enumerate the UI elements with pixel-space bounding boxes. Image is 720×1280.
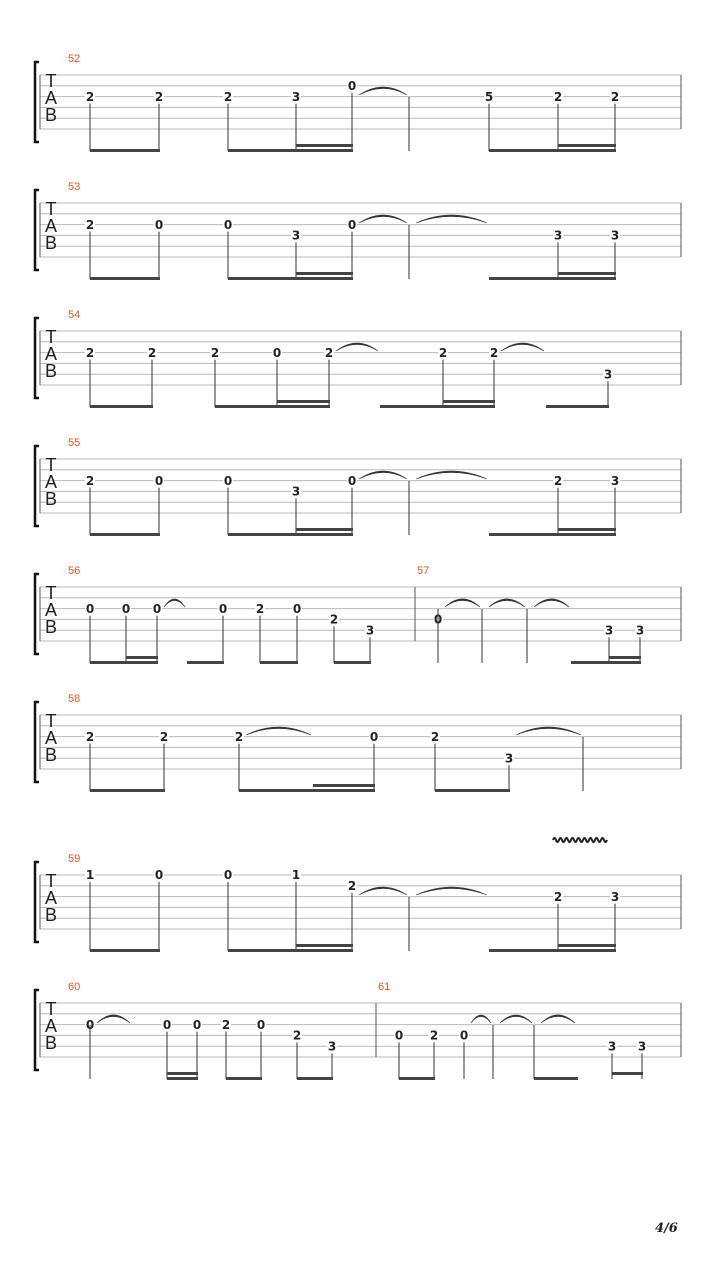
fret-number: 2 (85, 473, 95, 488)
beam (90, 277, 160, 280)
fret-number: 1 (85, 868, 95, 883)
tab-clef-letter: A (44, 600, 58, 620)
beam (90, 533, 160, 536)
tie-arc (416, 471, 487, 479)
tab-clef-letter: T (45, 327, 57, 347)
tie-arc (359, 87, 407, 95)
fret-number: 2 (221, 1017, 231, 1032)
beam-secondary (612, 1072, 643, 1075)
fret-number: 2 (347, 879, 357, 893)
beam (228, 149, 353, 152)
fret-number: 1 (291, 868, 301, 883)
tie-arc (164, 599, 185, 607)
beam-secondary (277, 400, 330, 403)
system-bracket (35, 446, 39, 526)
fret-number: 5 (484, 89, 494, 104)
fret-number: 3 (327, 1039, 337, 1054)
tab-clef-letter: A (44, 888, 58, 908)
tie-arc (246, 727, 311, 735)
fret-number: 3 (291, 89, 301, 104)
fret-number: 0 (152, 601, 162, 616)
beam-secondary (558, 944, 616, 947)
beam-secondary (313, 784, 375, 787)
beam (239, 789, 375, 792)
beam (226, 1077, 262, 1080)
beam-secondary (558, 144, 616, 147)
fret-number: 2 (223, 89, 233, 104)
tab-clef-letter: T (45, 999, 57, 1019)
fret-number: 3 (291, 484, 301, 499)
measure-number: 57 (417, 565, 430, 577)
beam (228, 533, 353, 536)
vibrato-icon (553, 838, 607, 842)
fret-number: 0 (223, 868, 233, 883)
fret-number: 2 (154, 89, 164, 104)
measure-number: 61 (378, 981, 391, 993)
fret-number: 2 (429, 1028, 439, 1043)
beam (228, 949, 353, 952)
tab-clef-letter: A (44, 88, 58, 108)
tie-arc (445, 599, 480, 607)
beam-secondary (167, 1072, 198, 1075)
measure-number: 56 (68, 565, 81, 577)
fret-number: 3 (291, 228, 301, 243)
measure-number: 52 (68, 53, 81, 65)
beam (297, 1077, 333, 1080)
tab-clef-letter: B (44, 745, 58, 765)
fret-number: 3 (635, 623, 645, 638)
tie-arc (416, 887, 487, 895)
beam-secondary (296, 944, 353, 947)
beam (334, 661, 371, 664)
fret-number: 0 (192, 1017, 202, 1032)
fret-number: 2 (85, 217, 95, 232)
beam-secondary (558, 272, 616, 275)
fret-number: 0 (85, 601, 95, 616)
fret-number: 2 (234, 729, 244, 744)
beam-secondary (296, 144, 353, 147)
beam (228, 277, 353, 280)
fret-number: 0 (369, 729, 379, 744)
fret-number: 0 (256, 1017, 266, 1032)
beam (435, 789, 510, 792)
beam (90, 405, 153, 408)
beam (489, 277, 616, 280)
fret-number: 0 (218, 601, 228, 616)
fret-number: 2 (159, 729, 169, 744)
tie-arc (359, 215, 407, 223)
fret-number: 2 (553, 473, 563, 488)
tab-clef-letter: T (45, 455, 57, 475)
system-bracket (35, 62, 39, 142)
fret-number: 2 (329, 612, 339, 627)
fret-number: 2 (489, 345, 499, 360)
fret-number: 0 (347, 79, 357, 93)
fret-number: 0 (154, 217, 164, 232)
fret-number: 2 (553, 89, 563, 104)
page-number: 4/6 (655, 1221, 678, 1236)
fret-number: 3 (604, 623, 614, 638)
tab-clef-letter: A (44, 728, 58, 748)
tie-arc (489, 599, 525, 607)
fret-number: 0 (85, 1017, 95, 1032)
fret-number: 2 (430, 729, 440, 744)
measure-number: 53 (68, 181, 81, 193)
fret-number: 0 (347, 217, 357, 232)
tie-arc (541, 1015, 575, 1023)
fret-number: 3 (607, 1039, 617, 1054)
fret-number: 2 (85, 729, 95, 744)
tab-clef-letter: T (45, 71, 57, 91)
tab-clef-letter: T (45, 711, 57, 731)
tab-clef-letter: B (44, 905, 58, 925)
system-bracket (35, 702, 39, 782)
fret-number: 2 (147, 345, 157, 360)
fret-number: 2 (438, 345, 448, 360)
system-bracket (35, 190, 39, 270)
beam (90, 149, 160, 152)
fret-number: 2 (324, 345, 334, 360)
tab-clef-letter: A (44, 344, 58, 364)
measure-number: 55 (68, 437, 81, 449)
tie-arc (97, 1015, 130, 1023)
beam (489, 533, 616, 536)
system-bracket (35, 990, 39, 1070)
tie-arc (471, 1015, 491, 1023)
tab-clef-letter: A (44, 1016, 58, 1036)
fret-number: 2 (292, 1028, 302, 1043)
tab-clef-letter: B (44, 489, 58, 509)
tie-arc (416, 215, 487, 223)
beam (90, 789, 165, 792)
fret-number: 3 (637, 1039, 647, 1054)
beam (260, 661, 298, 664)
beam (187, 661, 224, 664)
beam-secondary (296, 528, 353, 531)
fret-number: 2 (255, 601, 265, 616)
tab-clef-letter: B (44, 361, 58, 381)
beam (489, 949, 616, 952)
beam (399, 1077, 435, 1080)
fret-number: 0 (154, 473, 164, 488)
system-bracket (35, 574, 39, 654)
fret-number: 2 (85, 345, 95, 360)
tie-arc (534, 599, 569, 607)
fret-number: 3 (610, 228, 620, 243)
beam (167, 1077, 198, 1080)
measure-number: 59 (68, 853, 81, 865)
tie-arc (500, 1015, 532, 1023)
tie-arc (359, 471, 407, 479)
beam (489, 149, 616, 152)
fret-number: 0 (272, 345, 282, 360)
tab-clef-letter: A (44, 216, 58, 236)
fret-number: 3 (365, 623, 375, 638)
tab-clef-letter: T (45, 199, 57, 219)
system-bracket (35, 862, 39, 942)
beam (380, 405, 495, 408)
beam (215, 405, 330, 408)
fret-number: 0 (394, 1028, 404, 1043)
fret-number: 0 (459, 1028, 469, 1043)
beam (546, 405, 609, 408)
fret-number: 0 (292, 601, 302, 616)
beam-secondary (558, 528, 616, 531)
beam (571, 661, 641, 664)
beam (90, 949, 160, 952)
fret-number: 2 (85, 89, 95, 104)
tab-clef-letter: B (44, 1033, 58, 1053)
fret-number: 2 (553, 889, 563, 904)
tab-clef-letter: B (44, 617, 58, 637)
fret-number: 0 (154, 868, 164, 883)
tab-clef-letter: T (45, 871, 57, 891)
measure-number: 60 (68, 981, 81, 993)
tie-arc (516, 727, 581, 735)
fret-number: 0 (121, 601, 131, 616)
tab-clef-letter: B (44, 233, 58, 253)
system-bracket (35, 318, 39, 398)
fret-number: 0 (223, 473, 233, 488)
fret-number: 2 (210, 345, 220, 360)
beam-secondary (609, 656, 641, 659)
fret-number: 3 (610, 473, 620, 488)
fret-number: 0 (433, 612, 443, 627)
beam (534, 1077, 578, 1080)
beam-secondary (443, 400, 495, 403)
fret-number: 3 (553, 228, 563, 243)
tab-clef-letter: B (44, 105, 58, 125)
beam-secondary (296, 272, 353, 275)
fret-number: 0 (162, 1017, 172, 1032)
fret-number: 2 (610, 89, 620, 104)
measure-number: 58 (68, 693, 81, 705)
tie-arc (336, 343, 378, 351)
fret-number: 3 (504, 751, 514, 766)
fret-number: 3 (610, 889, 620, 904)
beam-secondary (126, 656, 158, 659)
tie-arc (501, 343, 544, 351)
fret-number: 3 (603, 367, 613, 382)
tab-clef-letter: A (44, 472, 58, 492)
tie-arc (359, 887, 407, 895)
tab-clef-letter: T (45, 583, 57, 603)
measure-number: 54 (68, 309, 81, 321)
fret-number: 0 (347, 473, 357, 488)
fret-number: 0 (223, 217, 233, 232)
beam (90, 661, 158, 664)
